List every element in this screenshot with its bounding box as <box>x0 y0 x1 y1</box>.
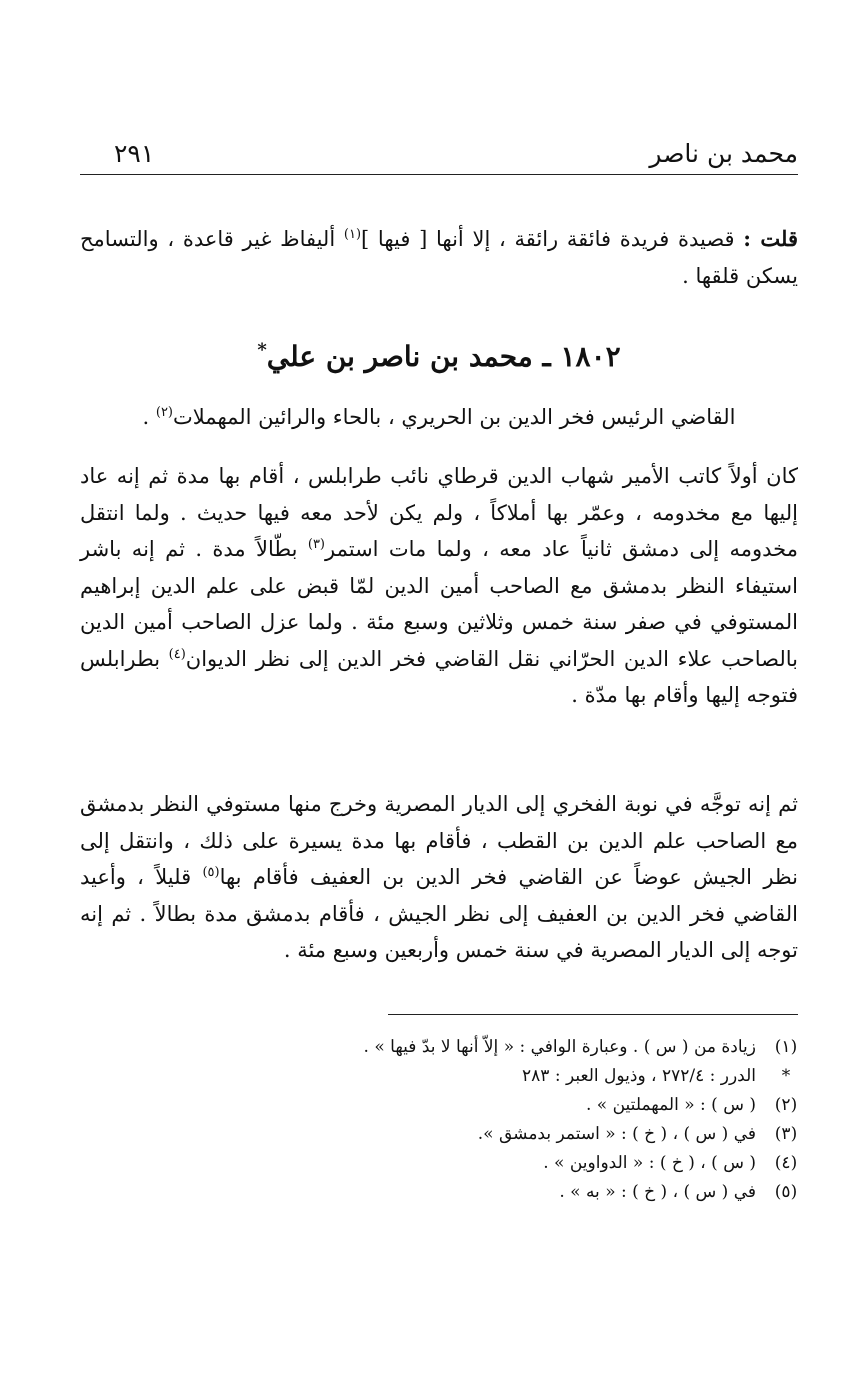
footnote-marker: (٢) <box>774 1095 798 1115</box>
footnote-marker: * <box>781 1066 791 1086</box>
footnote-marker: (١) <box>774 1037 798 1057</box>
footnote-marker: (٣) <box>774 1124 798 1144</box>
footnote-text: ( س ) : « المهملتين » . <box>586 1095 756 1115</box>
commentary-lead: قلت : <box>743 226 798 251</box>
footnote-item <box>80 1033 800 1062</box>
footnote-text: زيادة من ( س ) . وعبارة الوافي : « إلاّ أنها لا بدّ فيها » . <box>363 1037 756 1057</box>
page-number: ٢٩١ <box>114 139 155 168</box>
footnote-text: في ( س ) ، ( خ ) : « استمر بدمشق ». <box>477 1124 756 1144</box>
footnote-item <box>80 1062 800 1091</box>
subject-line <box>80 399 798 436</box>
footnote-text: الدرر : ٢٧٢/٤ ، وذيول العبر : ٢٨٣ <box>522 1066 756 1086</box>
footnote-marker: (٤) <box>774 1153 798 1173</box>
footnote-marker: (٥) <box>774 1182 798 1202</box>
footnote-item <box>80 1178 800 1207</box>
header-divider <box>80 174 798 175</box>
entry-heading-marker: * <box>257 339 267 361</box>
subject-end: . <box>142 405 156 429</box>
career-2-text-a: ثم إنه توجَّه في نوبة الفخري إلى الديار المصرية وخرج منها مستوفي النظر بدمشق مع الصاحب علم الدين بن القطب ، فأقام بها مدة يسيرة على ذلك ، وانتقل إلى نظر الجيش عوضاً عن القاضي فخر الدين بن العفيف فأقام بها <box>80 792 798 889</box>
footnote-ref-4: (٤) <box>168 646 186 662</box>
footnote-ref-1: (١) <box>343 227 362 242</box>
footnote-text: ( س ) ، ( خ ) : « الدواوين » . <box>543 1153 756 1173</box>
footnotes-list <box>80 1033 800 1207</box>
page-header <box>80 136 798 172</box>
footnote-item <box>80 1091 800 1120</box>
commentary-text-a: قصيدة فريدة فائقة رائقة ، إلا أنها [ فيها ] <box>361 227 744 251</box>
career-1-text-a: كان أولاً كاتب الأمير شهاب الدين قرطاي نائب طرابلس ، أقام بها مدة ثم إنه عاد إليها مع مخدومه ، وعمّر بها أملاكاً ، ولم يكن لأحد معه فيها حديث . ولما انتقل مخدومه إلى دمشق ثانياً عاد معه ، ولما مات استمر <box>80 464 798 561</box>
biography-paragraph-2 <box>80 786 798 969</box>
footnote-item <box>80 1149 800 1178</box>
entry-heading-text: ١٨٠٢ ـ محمد بن ناصر بن علي <box>266 340 621 374</box>
commentary-text-b: أليفاظ غير قاعدة ، والتسامح يسكن قلقها . <box>80 227 798 288</box>
career-1-text-b: بطّالاً مدة . ثم إنه باشر استيفاء النظر بدمشق مع الصاحب أمين الدين لمّا قبض على علم الدين إبراهيم المستوفي في صفر سنة خمس وثلاثين وسبع مئة . ولما عزل الصاحب أمين الدين بالصاحب علاء الدين الحرّاني نقل القاضي فخر الدين إلى نظر الديوان <box>80 537 798 671</box>
footnote-ref-3: (٣) <box>307 537 325 552</box>
footnote-divider <box>388 1014 798 1015</box>
biography-paragraph-1 <box>80 458 798 714</box>
subject-text: القاضي الرئيس فخر الدين بن الحريري ، بالحاء والرائين المهملات <box>173 405 736 429</box>
career-1-text-c: بطرابلس فتوجه إليها وأقام بها مدّة . <box>80 646 798 707</box>
career-2-text-b: قليلاً ، وأعيد القاضي فخر الدين بن العفيف إلى نظر الجيش ، فأقام بدمشق مدة بطالاً . ثم إنه توجه إلى الديار المصرية في سنة خمس وأربعين وسبع مئة . <box>80 865 798 962</box>
commentary-paragraph <box>80 221 798 294</box>
entry-heading <box>80 335 798 379</box>
footnote-text: في ( س ) ، ( خ ) : « به » . <box>559 1182 756 1202</box>
running-title: محمد بن ناصر <box>649 139 798 168</box>
footnote-ref-5: (٥) <box>202 865 220 880</box>
footnote-ref-2: (٢) <box>155 405 173 420</box>
footnote-item <box>80 1120 800 1149</box>
